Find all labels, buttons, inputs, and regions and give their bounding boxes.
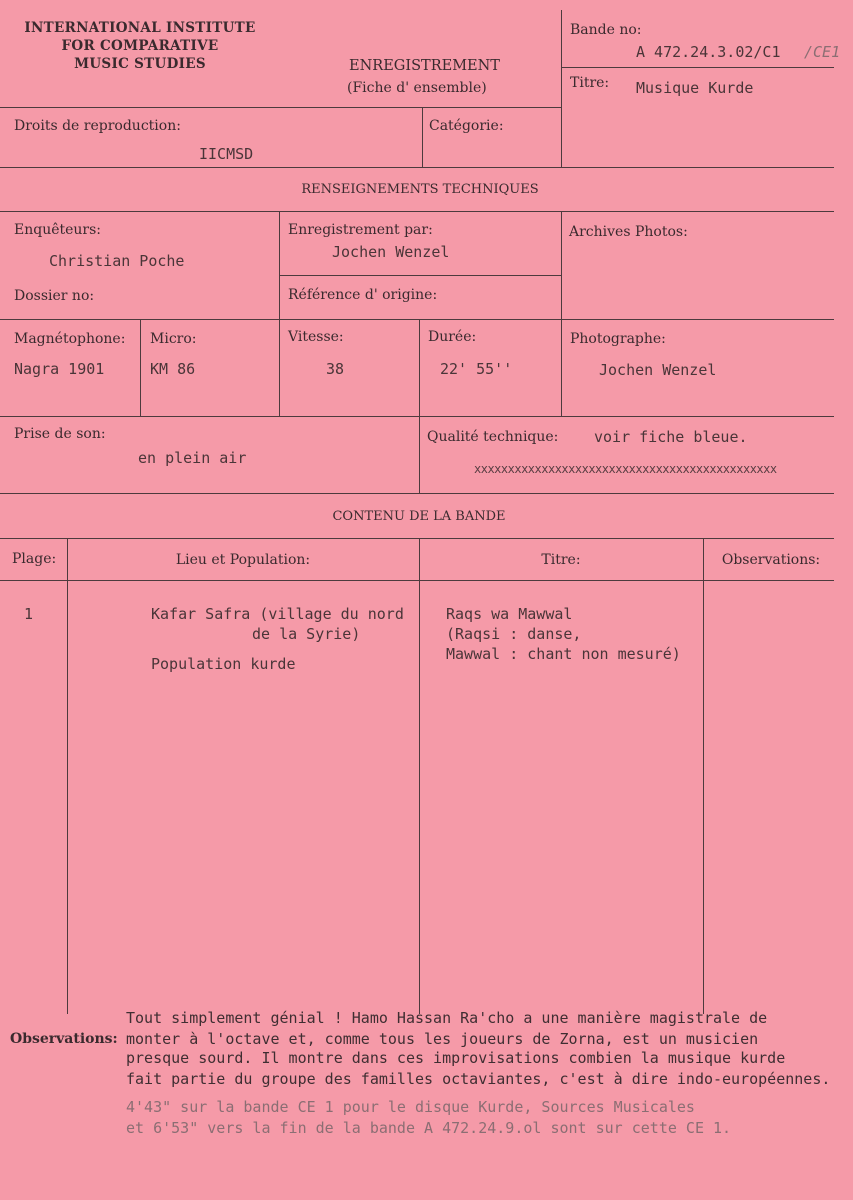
divider — [0, 580, 834, 581]
divider — [0, 538, 834, 539]
table-header-plage: Plage: — [12, 551, 57, 567]
divider — [419, 319, 420, 416]
prise-de-son-value: en plein air — [138, 449, 247, 467]
divider — [561, 67, 834, 68]
duree-label: Durée: — [428, 329, 477, 345]
divider — [140, 319, 141, 416]
micro-label: Micro: — [150, 331, 197, 347]
enqueteurs-value: Christian Poche — [49, 252, 185, 270]
bande-extra: /CE1 — [804, 43, 841, 61]
divider — [561, 211, 562, 416]
institute-line-1: INTERNATIONAL INSTITUTE — [24, 20, 256, 36]
micro-value: KM 86 — [150, 360, 196, 378]
section-contenu: CONTENU DE LA BANDE — [332, 509, 506, 524]
form-title: ENREGISTREMENT — [349, 58, 500, 74]
droits-value: IICMSD — [199, 145, 254, 163]
enqueteurs-label: Enquêteurs: — [14, 222, 102, 238]
divider — [0, 211, 834, 212]
magnetophone-value: Nagra 1901 — [14, 360, 105, 378]
divider — [419, 416, 420, 493]
observation-line: presque sourd. Il montre dans ces improvisations combien la musique kurde — [126, 1049, 786, 1067]
magnetophone-label: Magnétophone: — [14, 331, 126, 347]
row-titre-line-2: (Raqsi : danse, — [446, 625, 582, 643]
bande-label: Bande no: — [570, 22, 642, 38]
photographe-value: Jochen Wenzel — [599, 361, 717, 379]
institute-line-3: MUSIC STUDIES — [74, 56, 206, 72]
row-lieu-line-2: de la Syrie) — [252, 625, 361, 643]
titre-value: Musique Kurde — [636, 79, 754, 97]
titre-label: Titre: — [570, 75, 610, 91]
observation-line: Tout simplement génial ! Hamo Hassan Ra'cho a une manière magistrale de — [126, 1009, 768, 1027]
observation-note: 4'43" sur la bande CE 1 pour le disque Kurde, Sources Musicales — [126, 1098, 695, 1116]
qualite-struck-text: xxxxxxxxxxxxxxxxxxxxxxxxxxxxxxxxxxxxxxxxxxxxx — [474, 462, 777, 476]
divider — [0, 107, 561, 108]
divider — [0, 167, 834, 168]
bande-value: A 472.24.3.02/C1 — [636, 43, 781, 61]
divider — [422, 107, 423, 168]
droits-label: Droits de reproduction: — [14, 118, 181, 134]
divider — [0, 319, 834, 320]
divider — [703, 538, 704, 1014]
divider — [561, 10, 562, 168]
row-plage: 1 — [24, 605, 34, 623]
row-titre-line-1: Raqs wa Mawwal — [446, 605, 573, 623]
prise-de-son-label: Prise de son: — [14, 426, 106, 442]
form-subtitle: (Fiche d' ensemble) — [347, 80, 487, 96]
vitesse-value: 38 — [326, 360, 345, 378]
observations-label: Observations: — [10, 1031, 118, 1047]
dossier-label: Dossier no: — [14, 288, 95, 304]
enregistrement-par-label: Enregistrement par: — [288, 222, 433, 238]
divider — [0, 416, 834, 417]
photographe-label: Photographe: — [570, 331, 666, 347]
divider — [67, 538, 68, 1014]
row-population: Population kurde — [151, 655, 296, 673]
duree-value: 22' 55'' — [440, 360, 513, 378]
row-titre-line-3: Mawwal : chant non mesuré) — [446, 645, 681, 663]
vitesse-label: Vitesse: — [288, 329, 344, 345]
qualite-value: voir fiche bleue. — [594, 428, 748, 446]
institute-line-2: FOR COMPARATIVE — [61, 38, 219, 54]
observation-line: fait partie du groupe des familles octaviantes, c'est à dire indo-européennes. — [126, 1070, 831, 1088]
divider — [279, 211, 280, 416]
observation-line: monter à l'octave et, comme tous les joueurs de Zorna, est un musicien — [126, 1030, 759, 1048]
archives-photos-label: Archives Photos: — [569, 224, 688, 240]
enregistrement-par-value: Jochen Wenzel — [332, 243, 450, 261]
row-lieu-line-1: Kafar Safra (village du nord — [151, 605, 404, 623]
divider — [0, 493, 834, 494]
reference-label: Référence d' origine: — [288, 287, 438, 303]
table-header-lieu: Lieu et Population: — [175, 552, 311, 568]
divider — [419, 538, 420, 1014]
divider — [279, 275, 561, 276]
table-header-titre: Titre: — [541, 552, 581, 568]
categorie-label: Catégorie: — [429, 118, 504, 134]
section-technique: RENSEIGNEMENTS TECHNIQUES — [301, 182, 539, 197]
qualite-label: Qualité technique: — [427, 429, 559, 445]
table-header-observations: Observations: — [721, 552, 821, 568]
observation-note: et 6'53" vers la fin de la bande A 472.24.9.ol sont sur cette CE 1. — [126, 1119, 732, 1137]
